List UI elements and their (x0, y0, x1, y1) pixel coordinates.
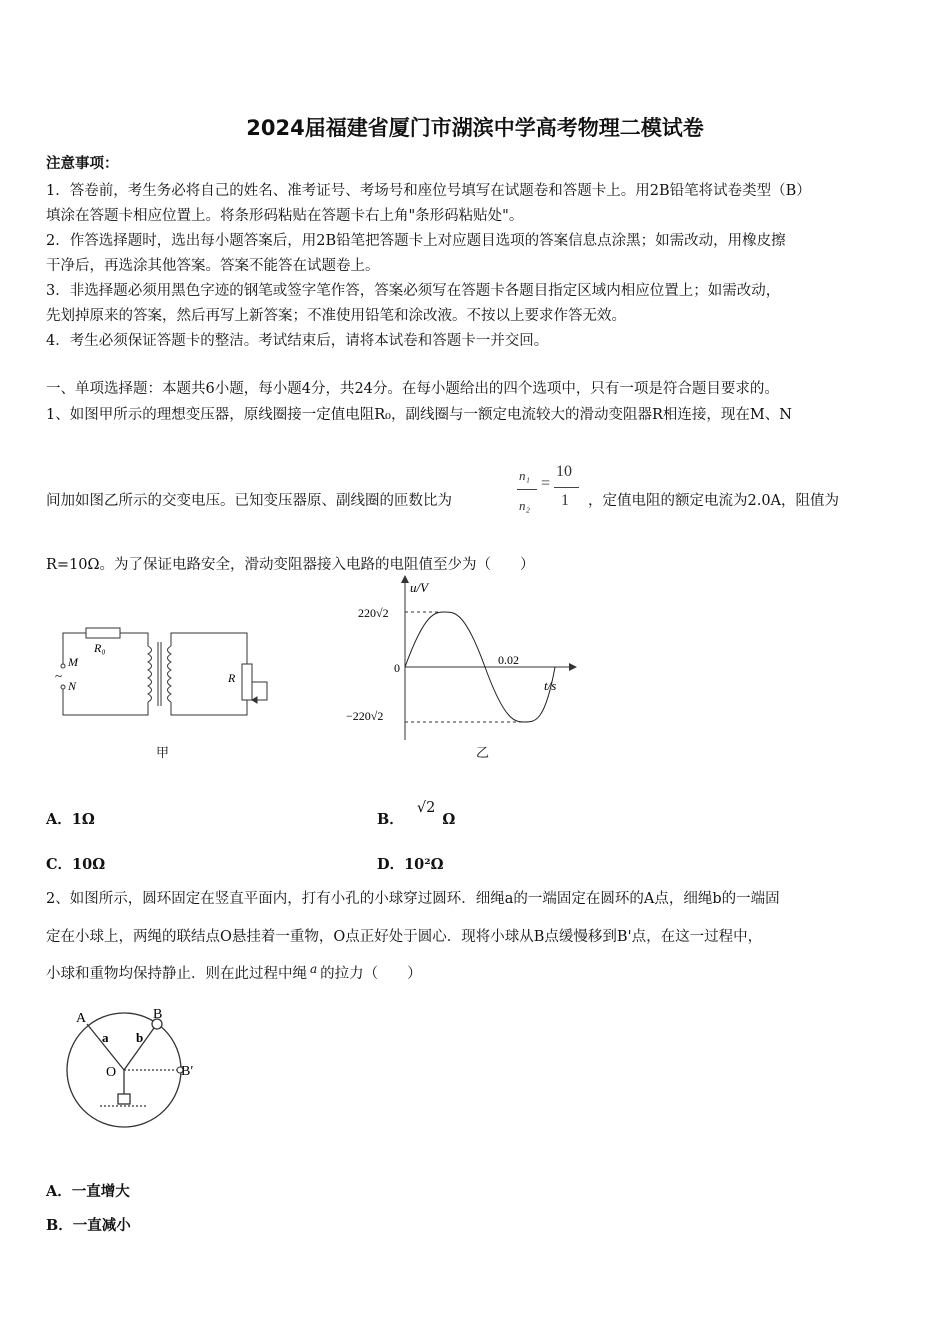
q2-text-line3a: 小球和重物均保持静止．则在此过程中绳 (46, 966, 307, 982)
ratio-den: 1 (561, 492, 569, 509)
q1-text-line1: 1、如图甲所示的理想变压器，原线圈接一定值电阻R₀，副线圈与一额定电流较大的滑动变阻器R相连接，现在M、N (46, 407, 792, 423)
period-label: 0.02 (498, 653, 519, 667)
section-heading: 一、单项选择题：本题共6小题，每小题4分，共24分。在每小题给出的四个选项中，只有一项是符合题目要求的。 (46, 381, 779, 397)
y-min-label: −220√2 (346, 709, 384, 723)
q1-text-line3: R=10Ω。为了保证电路安全，滑动变阻器接入电路的电阻值至少为（ ） (46, 557, 535, 573)
q2-text-line1: 2、如图所示，圆环固定在竖直平面内，打有小孔的小球穿过圆环．细绳a的一端固定在圆环的A点，细绳b的一端固 (46, 891, 780, 907)
q1-option-b-prefix: B． (377, 811, 404, 828)
page-title: 2024届福建省厦门市湖滨中学高考物理二模试卷 (246, 116, 704, 140)
ratio-bar-right (554, 487, 579, 488)
notice-line: 2．作答选择题时，选出每小题答案后，用2B铅笔把答题卡上对应题目选项的答案信息点涂黑；如需改动，用橡皮擦 (46, 233, 786, 249)
label-ac-source: ~ (55, 668, 63, 683)
q2-text-line2: 定在小球上，两绳的联结点O悬挂着一重物，O点正好处于圆心．现将小球从B点缓慢移到B'点，在这一过程中， (46, 929, 763, 945)
ratio-equals: = (541, 475, 551, 492)
notice-line: 先划掉原来的答案，然后再写上新答案；不准使用铅笔和涂改液。不按以上要求作答无效。 (46, 308, 626, 324)
ring-label-B: B (153, 1007, 163, 1022)
caption-jia: 甲 (156, 746, 170, 761)
q2-text-line3b: 的拉力（ ） (320, 966, 422, 982)
y-max-label: 220√2 (358, 606, 389, 620)
notice-line: 填涂在答题卡相应位置上。将条形码粘贴在答题卡右上角"条形码粘贴处"。 (46, 208, 524, 224)
notice-line: 3．非选择题必须用黑色字迹的钢笔或签字笔作答，答案必须写在答题卡各题目指定区域内相应位置上；如需改动， (46, 283, 781, 299)
notice-heading: 注意事项： (46, 155, 119, 172)
label-M: M (68, 655, 78, 669)
ratio-num: 10 (556, 463, 572, 480)
q1-option-b-unit: Ω (442, 811, 456, 828)
q2-text-line3 (46, 962, 422, 983)
figure-transformer-circuit (50, 620, 280, 760)
label-R0: R₀ (94, 641, 106, 655)
q2-option-b[interactable]: B．一直减小 (46, 1217, 131, 1234)
label-R: R (228, 671, 236, 685)
label-N: N (68, 679, 77, 693)
ring-label-O: O (106, 1065, 117, 1080)
q2-option-a[interactable]: A．一直增大 (46, 1183, 130, 1200)
q1-text-line2a: 间加如图乙所示的交变电压。已知变压器原、副线圈的匝数比为 (46, 493, 452, 509)
q2-var-a: a (310, 962, 318, 976)
q1-option-b[interactable] (377, 800, 456, 829)
ring-label-A: A (76, 1011, 87, 1026)
q1-text-line2b: ，定值电阻的额定电流为2.0A，阻值为 (588, 493, 840, 509)
notice-line: 1．答卷前，考生务必将自己的姓名、准考证号、考场号和座位号填写在试题卷和答题卡上。用2B铅笔将试卷类型（B） (46, 183, 811, 199)
ring-label-b: b (136, 1030, 144, 1045)
ring-label-Bprime: B′ (181, 1064, 194, 1079)
notice-line: 干净后，再选涂其他答案。答案不能答在试题卷上。 (46, 258, 380, 274)
notice-line: 4．考生必须保证答题卡的整洁。考试结束后，请将本试卷和答题卡一并交回。 (46, 333, 549, 349)
figure-ring (60, 1002, 220, 1132)
ratio-n2: n₂ (519, 498, 531, 513)
origin-label: 0 (394, 661, 400, 675)
q1-option-c[interactable]: C．10Ω (46, 856, 106, 873)
caption-yi: 乙 (476, 746, 490, 761)
ring-label-a: a (102, 1030, 109, 1045)
figure-voltage-graph (340, 572, 580, 744)
ratio-n1: n₁ (519, 468, 531, 483)
ratio-bar-left (517, 489, 537, 490)
x-axis-label: t/s (544, 678, 557, 693)
q1-option-d[interactable]: D．10²Ω (377, 856, 444, 873)
y-axis-label: u/V (410, 580, 429, 595)
q1-option-b-value: √2 (416, 800, 436, 816)
q1-option-a[interactable]: A．1Ω (46, 811, 95, 828)
